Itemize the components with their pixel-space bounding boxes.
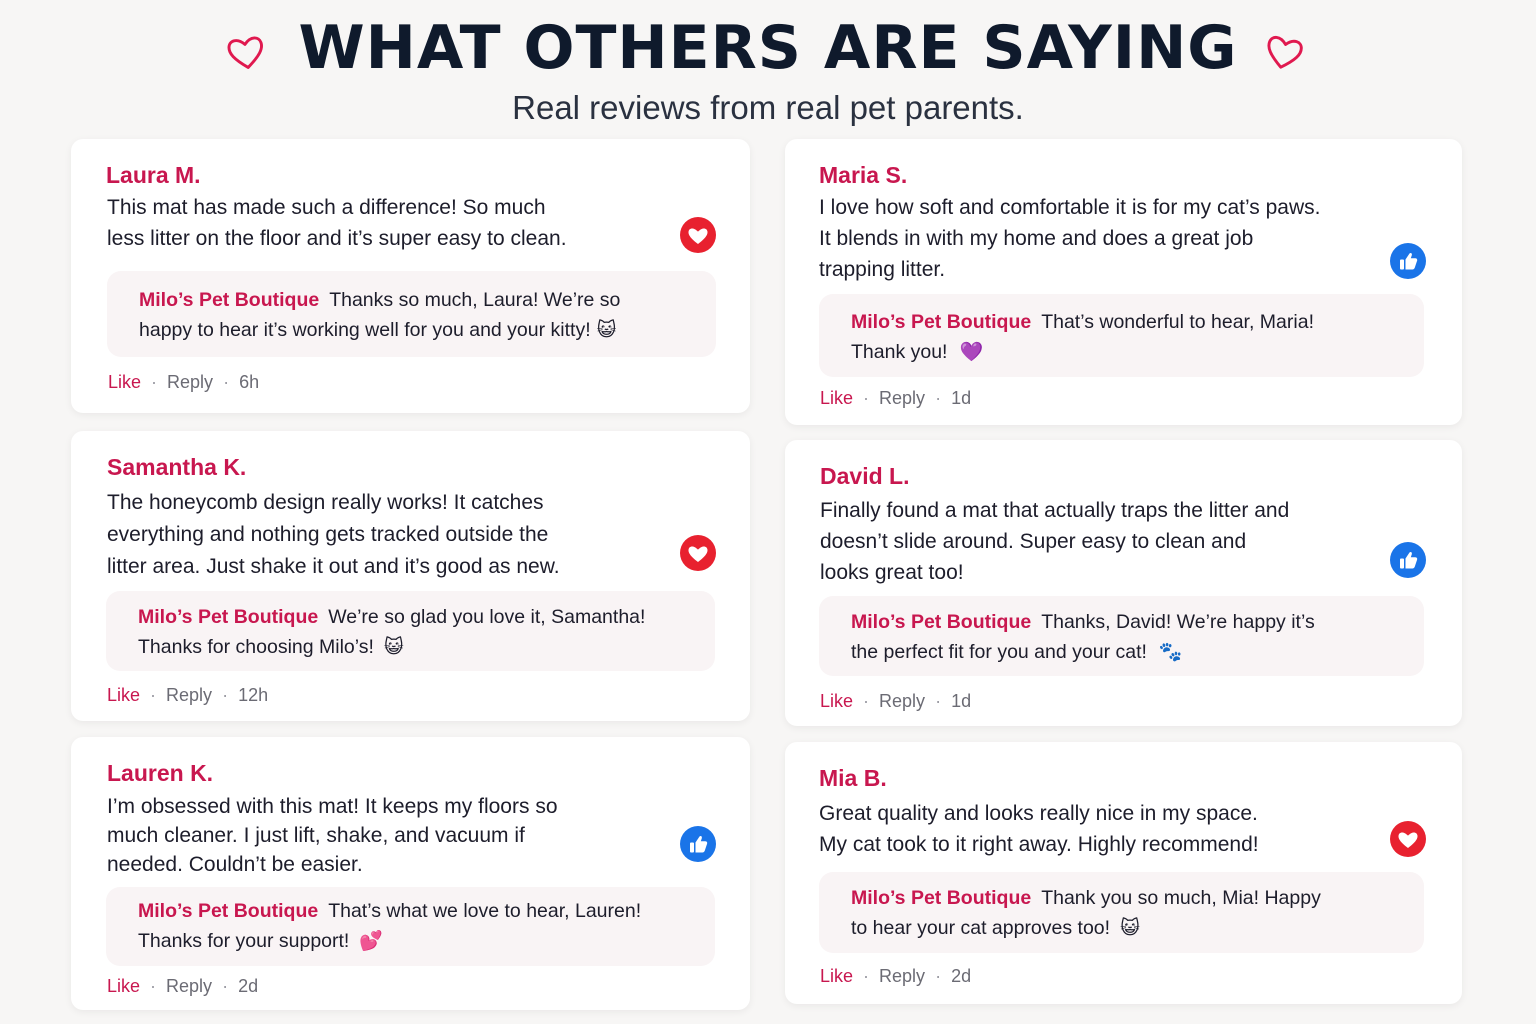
shop-reply: Milo’s Pet Boutique Thanks, David! We’re happy it’s the perfect fit for you and your cat! 🐾 [819, 596, 1424, 676]
cat-face-emoji: 😺 [596, 319, 617, 341]
shop-reply: Milo’s Pet Boutique That’s wonderful to hear, Maria! Thank you! 💜 [819, 294, 1424, 377]
shop-reply: Milo’s Pet Boutique Thank you so much, Mia! Happy to hear your cat approves too! 😺 [819, 872, 1424, 953]
reply-link[interactable]: Reply [879, 966, 926, 986]
review-meta: Like · Reply · 12h [107, 685, 269, 705]
review-card [71, 139, 750, 413]
review-meta: Like · Reply · 6h [108, 372, 260, 392]
review-card [785, 440, 1462, 726]
heart-outline-icon [1262, 30, 1306, 74]
heart-reaction-icon[interactable] [680, 217, 716, 253]
review-meta: Like · Reply · 1d [820, 691, 972, 711]
shop-reply: Milo’s Pet Boutique Thanks so much, Laura! We’re so happy to hear it’s working well for you and your kitty! 😺 [107, 271, 716, 357]
like-link[interactable]: Like [820, 388, 854, 408]
like-link[interactable]: Like [107, 685, 141, 705]
shop-name[interactable]: Milo’s Pet Boutique [138, 900, 319, 922]
review-card [71, 737, 750, 1010]
heart-reaction-icon[interactable] [1390, 821, 1426, 857]
cat-face-emoji: 😺 [1120, 917, 1140, 939]
review-author[interactable]: Samantha K. [107, 454, 247, 480]
timestamp: 2d [238, 976, 259, 996]
reply-link[interactable]: Reply [879, 691, 926, 711]
review-author[interactable]: Laura M. [106, 162, 201, 188]
review-text: This mat has made such a difference! So much less litter on the floor and it’s super easy to clean. [107, 196, 567, 250]
review-text: I love how soft and comfortable it is for my cat’s paws. It blends in with my home and does a great job trapping litter. [819, 196, 1321, 281]
review-card [71, 431, 750, 721]
review-text: Finally found a mat that actually traps the litter and doesn’t slide around. Super easy to clean and looks great too! [820, 499, 1290, 584]
review-card [785, 742, 1462, 1004]
reply-link[interactable]: Reply [166, 685, 213, 705]
timestamp: 1d [951, 388, 972, 408]
reply-link[interactable]: Reply [879, 388, 926, 408]
review-text: Great quality and looks really nice in my space. My cat took to it right away. Highly recommend! [819, 802, 1259, 856]
timestamp: 6h [239, 372, 260, 392]
review-meta: Like · Reply · 2d [820, 966, 972, 986]
review-author[interactable]: David L. [820, 463, 910, 489]
two-hearts-emoji: 💕 [359, 930, 384, 952]
purple-heart-emoji: 💜 [959, 341, 984, 363]
thumbs-up-reaction-icon[interactable] [680, 826, 716, 862]
shop-name[interactable]: Milo’s Pet Boutique [851, 311, 1032, 333]
review-meta: Like · Reply · 2d [107, 976, 259, 996]
thumbs-up-reaction-icon[interactable] [1390, 542, 1426, 578]
timestamp: 1d [951, 691, 972, 711]
shop-reply: Milo’s Pet Boutique That’s what we love to hear, Lauren! Thanks for your support! 💕 [106, 887, 715, 966]
review-author[interactable]: Lauren K. [107, 760, 214, 786]
shop-name[interactable]: Milo’s Pet Boutique [851, 887, 1032, 909]
review-meta: Like · Reply · 1d [820, 388, 972, 408]
review-author[interactable]: Maria S. [819, 162, 908, 188]
shop-name[interactable]: Milo’s Pet Boutique [138, 606, 319, 628]
timestamp: 12h [238, 685, 269, 705]
cat-face-emoji: 😺 [383, 636, 404, 658]
shop-name[interactable]: Milo’s Pet Boutique [851, 611, 1032, 633]
paw-prints-emoji: 🐾 [1158, 641, 1183, 663]
reply-link[interactable]: Reply [166, 976, 213, 996]
review-card [785, 139, 1462, 425]
shop-name[interactable]: Milo’s Pet Boutique [139, 289, 320, 311]
page-title: WHAT OTHERS ARE SAYING [298, 13, 1238, 83]
reply-link[interactable]: Reply [167, 372, 214, 392]
shop-reply: Milo’s Pet Boutique We’re so glad you love it, Samantha! Thanks for choosing Milo’s! 😺 [106, 591, 715, 671]
heart-reaction-icon[interactable] [680, 535, 716, 571]
timestamp: 2d [951, 966, 972, 986]
page-header [0, 0, 1536, 135]
like-link[interactable]: Like [820, 966, 854, 986]
like-link[interactable]: Like [820, 691, 854, 711]
review-text: The honeycomb design really works! It catches everything and nothing gets tracked outside the litter area. Just shake it out and it’s good as new. [107, 491, 560, 578]
review-author[interactable]: Mia B. [819, 765, 887, 791]
page-subtitle: Real reviews from real pet parents. [512, 89, 1024, 126]
like-link[interactable]: Like [107, 976, 141, 996]
review-text: I’m obsessed with this mat! It keeps my floors so much cleaner. I just lift, shake, and vacuum if needed. Couldn’t be easier. [107, 795, 558, 876]
like-link[interactable]: Like [108, 372, 142, 392]
thumbs-up-reaction-icon[interactable] [1390, 243, 1426, 279]
